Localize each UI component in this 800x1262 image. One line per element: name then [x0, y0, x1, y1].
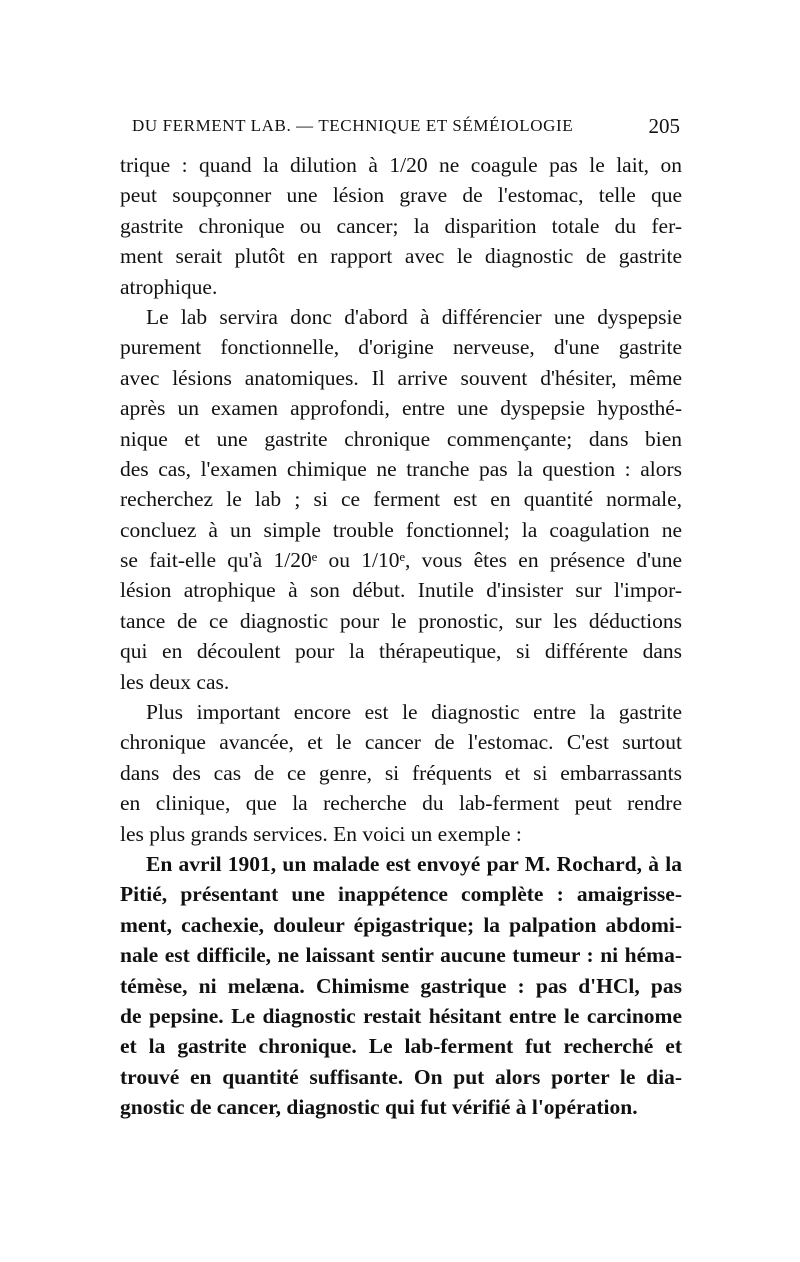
text-line: atrophique.: [120, 274, 218, 299]
text-line: purement fonctionnelle, d'origine nerveuse, d'une gastrite: [120, 335, 682, 360]
text-line: peut soupçonner une lésion grave de l'estomac, telle que: [120, 183, 682, 208]
text-line: Pitié, présentant une inappétence complète : amaigrisse-: [120, 882, 682, 907]
text-line: chronique avancée, et le cancer de l'estomac. C'est surtout: [120, 730, 682, 755]
text-line: témèse, ni melæna. Chimisme gastrique : pas d'HCl, pas: [120, 973, 682, 998]
running-title: DU FERMENT LAB. — TECHNIQUE ET SÉMÉIOLOGIE: [132, 116, 574, 135]
text-line: Le lab servira donc d'abord à différencier une dyspepsie: [146, 304, 682, 329]
page-number: 205: [648, 114, 680, 138]
paragraph: [120, 150, 682, 302]
text-line: des cas, l'examen chimique ne tranche pas la question : alors: [120, 456, 682, 481]
text-line: concluez à un simple trouble fonctionnel; la coagulation ne: [120, 517, 682, 542]
text-line: dans des cas de ce genre, si fréquents et si embarrassants: [120, 760, 682, 785]
text-line: lésion atrophique à son début. Inutile d'insister sur l'impor-: [120, 578, 682, 603]
text-line: recherchez le lab ; si ce ferment est en quantité normale,: [120, 487, 682, 512]
text-line: et la gastrite chronique. Le lab-ferment fut recherché et: [120, 1034, 682, 1059]
paragraph-case-report: [120, 849, 682, 1123]
text-line: Plus important encore est le diagnostic entre la gastrite: [146, 700, 682, 725]
text-line: en clinique, que la recherche du lab-ferment peut rendre: [120, 791, 682, 816]
text-line: les plus grands services. En voici un exemple :: [120, 821, 522, 846]
text-line: gnostic de cancer, diagnostic qui fut vérifié à l'opération.: [120, 1095, 638, 1120]
text-line: de pepsine. Le diagnostic restait hésitant entre le carcinome: [120, 1003, 682, 1028]
text-line: nale est difficile, ne laissant sentir aucune tumeur : ni héma-: [120, 943, 682, 968]
text-line: tance de ce diagnostic pour le pronostic, sur les déductions: [120, 608, 682, 633]
text-line: qui en découlent pour la thérapeutique, si différente dans: [120, 639, 682, 664]
body-text: [120, 150, 682, 1123]
text-line: après un examen approfondi, entre une dyspepsie hyposthé-: [120, 396, 682, 421]
text-line: trique : quand la dilution à 1/20 ne coagule pas le lait, on: [120, 153, 682, 177]
text-line: les deux cas.: [120, 669, 230, 694]
text-line: nique et une gastrite chronique commençante; dans bien: [120, 426, 682, 451]
text-line: ment, cachexie, douleur épigastrique; la palpation abdomi-: [120, 912, 682, 937]
paragraph: [120, 302, 682, 697]
text-line: avec lésions anatomiques. Il arrive souvent d'hésiter, même: [120, 365, 682, 390]
text-line: gastrite chronique ou cancer; la disparition totale du fer-: [120, 213, 682, 238]
paragraph: [120, 697, 682, 849]
text-line: ment serait plutôt en rapport avec le diagnostic de gastrite: [120, 244, 682, 269]
text-line: En avril 1901, un malade est envoyé par M. Rochard, à la: [146, 851, 682, 876]
text-line: trouvé en quantité suffisante. On put alors porter le dia-: [120, 1064, 682, 1089]
text-line: se fait-elle qu'à 1/20ᵉ ou 1/10ᵉ, vous êtes en présence d'une: [120, 548, 682, 573]
running-head: [132, 114, 680, 142]
